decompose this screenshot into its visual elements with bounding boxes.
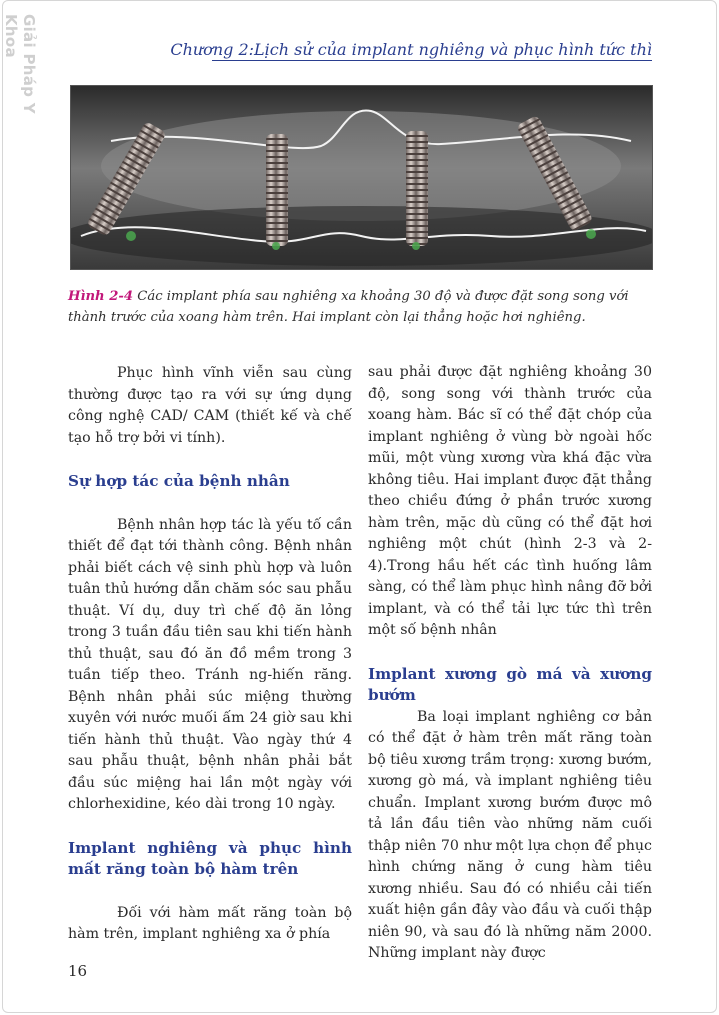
paragraph-patient-cooperation: Bệnh nhân hợp tác là yếu tố cần thiết để đạt tới thành công. Bệnh nhân phải biết cách vệ sinh phù hợp và luôn tuân thủ hướng dẫn chăm sóc sau phẫu thuật. Ví dụ, duy trì chế độ ăn lỏng trong 3 tuần đầu tiên sau khi tiến hành thủ thuật, sau đó ăn đồ mềm trong 3 tuần tiếp theo. Tránh ng-hiến răng. Bệnh nhân phải súc miệng thường xuyên với nước muối ấm 24 giờ sau khi tiến hành thủ thuật. Vào ngày thứ 4 sau phẫu thuật, bệnh nhân phải bắt đầu súc miệng hai lần một ngày với chlorhexidine, kéo dài trong 10 ngày. — [68, 516, 352, 812]
figure-caption — [68, 286, 653, 328]
side-label: Giải Pháp Y Khoa — [2, 14, 38, 114]
paragraph-full-arch: Đối với hàm mất răng toàn bộ hàm trên, implant nghiêng xa ở phía — [68, 904, 352, 942]
page-number: 16 — [68, 962, 88, 980]
xray-figure — [70, 85, 653, 270]
paragraph-implant-types: Ba loại implant nghiêng cơ bản có thể đặt ở hàm trên mất răng toàn bộ tiêu xương trầm trọng: xương bướm, xương gò má, và implant nghiêng tiêu chuẩn. Implant xương bướm được mô tả lần đầu tiên vào những năm cuối thập niên 70 như một lựa chọn để phục hình chứng năng ở cung hàm tiêu xương nhiều. Sau đó có nhiều cải tiến xuất hiện gần đây vào đầu và cuối thập niên 90, và sau đó là những năm 2000. Những implant này được — [368, 708, 652, 961]
heading-patient-cooperation: Sự hợp tác của bệnh nhân — [68, 472, 290, 490]
running-head: Chương 2:Lịch sử của implant nghiêng và phục hình tức thì — [170, 40, 652, 59]
heading-tilted-implant: Implant nghiêng và phục hình mất răng toàn bộ hàm trên — [68, 838, 352, 878]
paragraph-cad-cam: Phục hình vĩnh viễn sau cùng thường được tạo ra với sự ứng dụng công nghệ CAD/ CAM (thiết kế và chế tạo hỗ trợ bởi vi tính). — [68, 365, 352, 446]
running-head-rule — [212, 60, 652, 61]
paragraph-continued: sau phải được đặt nghiêng khoảng 30 độ, song song với thành trước của xoang hàm. Bác sĩ có thể đặt chóp của implant nghiêng ở vùng bờ ngoài hốc mũi, một vùng xương vừa khá đặc vừa không tiêu. Hai implant được đặt thẳng theo chiều đứng ở phần trước xương hàm trên, mặc dù cũng có thể đặt hơi nghiêng một chút (hình 2-3 và 2-4).Trong hầu hết các tình huống lâm sàng, có thể làm phục hình nâng đỡ bởi implant, và có thể tải lực tức thì trên một số bệnh nhân — [368, 364, 652, 638]
figure-number: Hình 2-4 — [68, 289, 134, 304]
figure-caption-text: Các implant phía sau nghiêng xa khoảng 30 độ và được đặt song song với thành trước của xoang hàm trên. Hai implant còn lại thẳng hoặc hơi nghiêng. — [68, 289, 629, 325]
right-column — [368, 362, 652, 965]
left-column — [68, 363, 352, 946]
xray-image — [71, 86, 652, 269]
heading-zygomatic-pterygoid: Implant xương gò má và xương bướm — [368, 664, 652, 704]
